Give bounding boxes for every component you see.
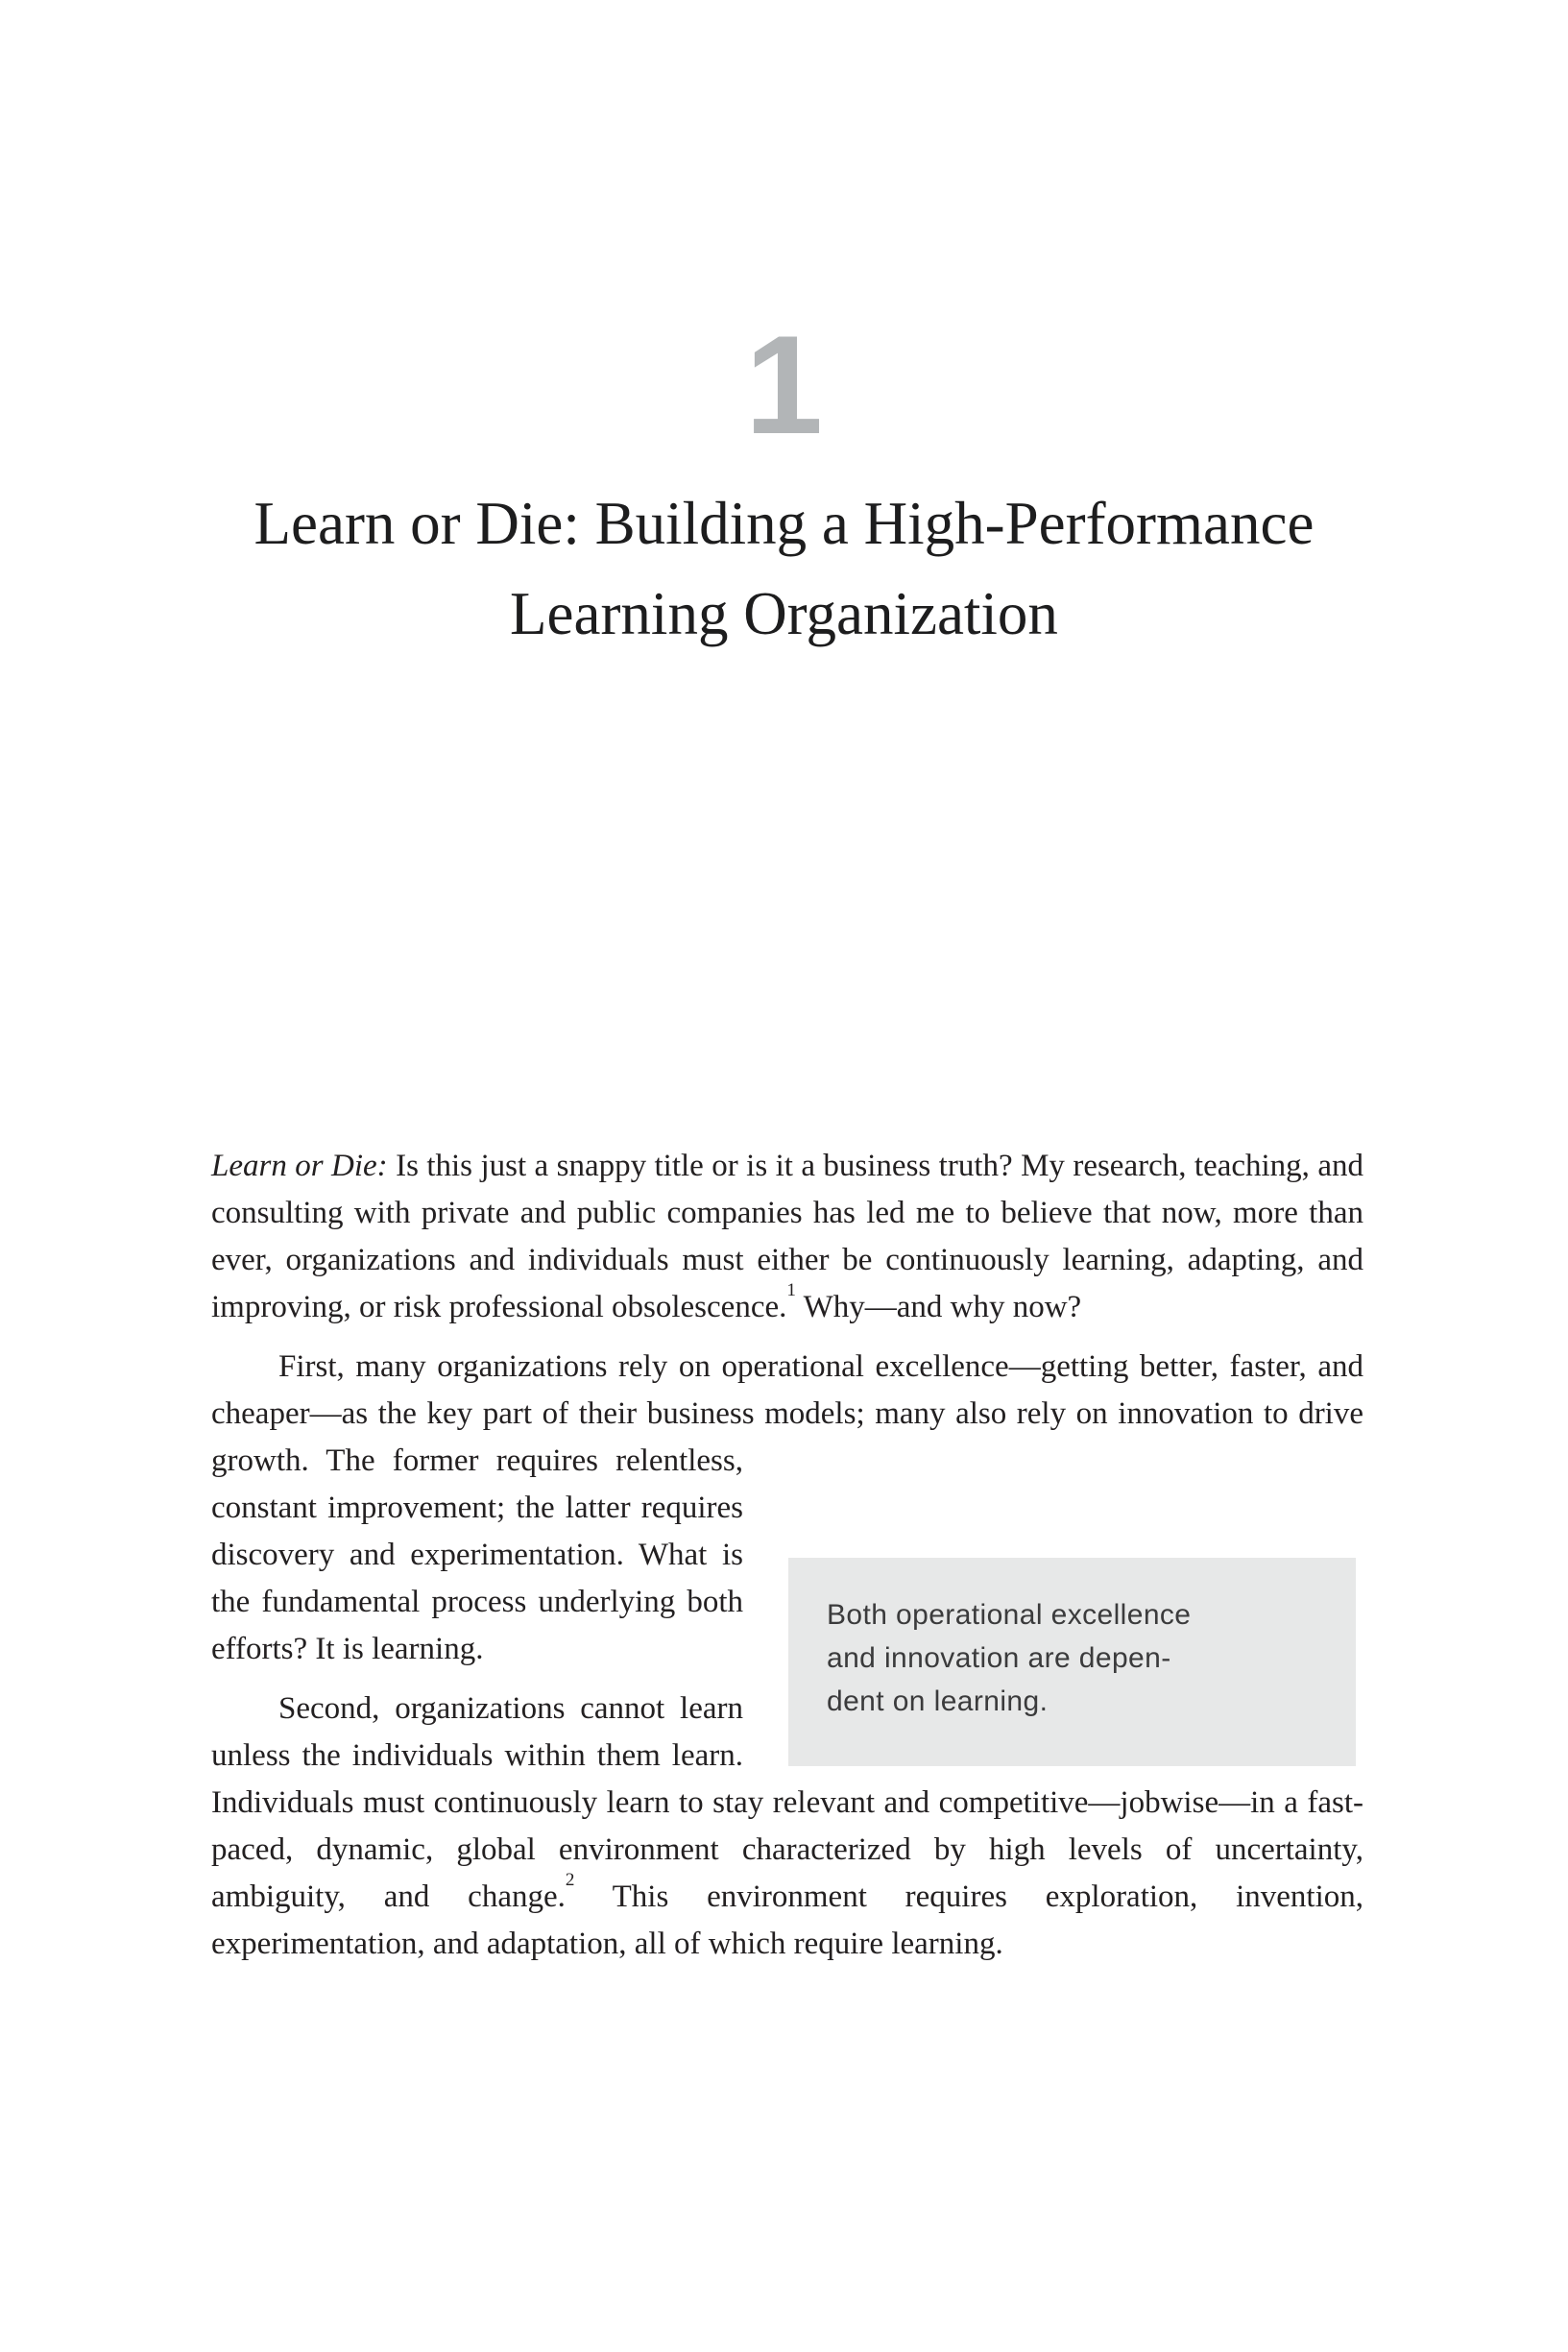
pullquote-box	[788, 1558, 1356, 1766]
pullquote-line: Both operational excellence	[827, 1599, 1192, 1631]
paragraph-2-text-start: First, many organizations rely on operational excellence—getting better, faster, and cheaper—as the key part of their business models;	[211, 1349, 1363, 1431]
footnote-ref-2: 2	[565, 1870, 575, 1891]
paragraph-1-text-end: Why—and why now?	[795, 1290, 1082, 1324]
chapter-title-line2: Learning Organization	[510, 580, 1058, 647]
paragraph-3-text-start: Second, organizations cannot learn unless the individuals within them learn. Individuals must continuously learn to stay relevant and competitive—jobwise—in a fast-paced, dynamic, global environment characterized by high levels of uncertainty, ambiguity, and change.	[211, 1691, 1363, 1914]
chapter-number: 1	[744, 306, 824, 463]
pullquote-line: dent on learning.	[827, 1685, 1049, 1717]
pullquote-line: and innovation are depen-	[827, 1642, 1171, 1674]
paragraph-1-text: Is this just a snappy title or is it a business truth? My research, teaching, and consulting with private and public companies has led me to believe that now, more than ever, organizations and individuals must either be continuously learning, adapting, and improving, or risk professional obsolescence.	[211, 1149, 1364, 1324]
book-title-italic: Learn or Die:	[211, 1149, 388, 1183]
paragraph-1	[211, 1143, 1363, 1331]
footnote-ref-1: 1	[786, 1280, 796, 1301]
paragraph-3-text-end: This environment requires exploration, invention, experimentation, and adaptation, all of which require learning.	[211, 1879, 1363, 1961]
paragraph-2-text-end: many also rely on innovation to drive growth. The former requires relentless, constant improvement; the latter requires discovery and experimentation. What is the fundamental process underlying both efforts? It is learning.	[211, 1396, 1363, 1666]
body-text	[211, 1143, 1363, 1968]
chapter-title-line1: Learn or Die: Building a High-Performance	[253, 490, 1315, 557]
chapter-title	[0, 478, 1568, 659]
